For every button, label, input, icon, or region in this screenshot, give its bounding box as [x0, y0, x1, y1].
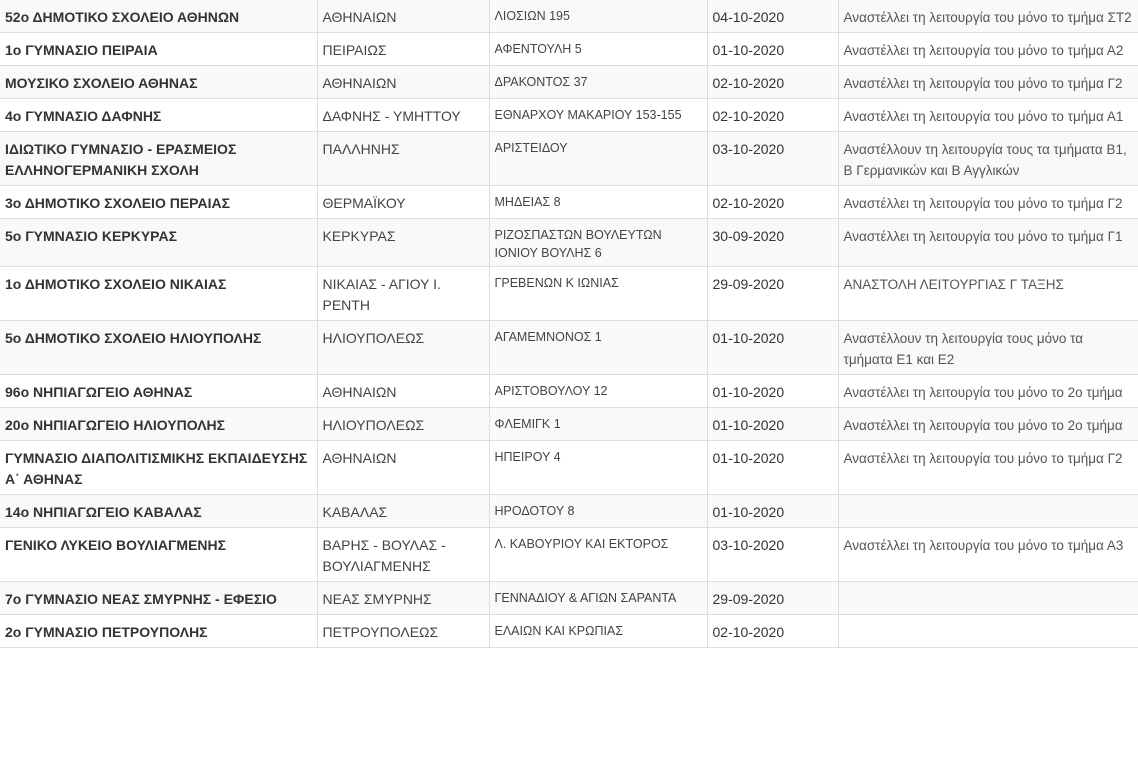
date-cell: 02-10-2020	[707, 615, 838, 648]
note-cell: Αναστέλλει τη λειτουργία του μόνο το τμήμα ΣΤ2	[838, 0, 1138, 33]
address-cell: ΑΡΙΣΤΟΒΟΥΛΟΥ 12	[489, 375, 707, 408]
school-name-cell: 52ο ΔΗΜΟΤΙΚΟ ΣΧΟΛΕΙΟ ΑΘΗΝΩΝ	[0, 0, 317, 33]
address-cell: ΑΡΙΣΤΕΙΔΟΥ	[489, 132, 707, 186]
municipality-cell: ΝΕΑΣ ΣΜΥΡΝΗΣ	[317, 582, 489, 615]
address-cell: ΑΓΑΜΕΜΝΟΝΟΣ 1	[489, 321, 707, 375]
municipality-cell: ΑΘΗΝΑΙΩΝ	[317, 441, 489, 495]
note-cell	[838, 615, 1138, 648]
note-cell: Αναστέλλει τη λειτουργία του μόνο το τμήμα Γ2	[838, 441, 1138, 495]
address-cell: ΦΛΕΜΙΓΚ 1	[489, 408, 707, 441]
table-row	[0, 219, 1138, 267]
note-cell: Αναστέλλει τη λειτουργία του μόνο το 2ο τμήμα	[838, 408, 1138, 441]
school-name-cell: 3ο ΔΗΜΟΤΙΚΟ ΣΧΟΛΕΙΟ ΠΕΡΑΙΑΣ	[0, 186, 317, 219]
school-name-cell: ΓΥΜΝΑΣΙΟ ΔΙΑΠΟΛΙΤΙΣΜΙΚΗΣ ΕΚΠΑΙΔΕΥΣΗΣ Α΄ ΑΘΗΝΑΣ	[0, 441, 317, 495]
school-name-cell: ΜΟΥΣΙΚΟ ΣΧΟΛΕΙΟ ΑΘΗΝΑΣ	[0, 66, 317, 99]
table-row	[0, 495, 1138, 528]
table-row	[0, 615, 1138, 648]
note-cell	[838, 582, 1138, 615]
table-row	[0, 408, 1138, 441]
date-cell: 01-10-2020	[707, 321, 838, 375]
note-cell	[838, 495, 1138, 528]
address-cell: ΜΗΔΕΙΑΣ 8	[489, 186, 707, 219]
school-name-cell: 1ο ΓΥΜΝΑΣΙΟ ΠΕΙΡΑΙΑ	[0, 33, 317, 66]
table-row	[0, 441, 1138, 495]
address-cell: ΛΙΟΣΙΩΝ 195	[489, 0, 707, 33]
date-cell: 04-10-2020	[707, 0, 838, 33]
date-cell: 01-10-2020	[707, 441, 838, 495]
date-cell: 29-09-2020	[707, 267, 838, 321]
table-row	[0, 99, 1138, 132]
municipality-cell: ΔΑΦΝΗΣ - ΥΜΗΤΤΟΥ	[317, 99, 489, 132]
address-cell: Λ. ΚΑΒΟΥΡΙΟΥ ΚΑΙ ΕΚΤΟΡΟΣ	[489, 528, 707, 582]
school-name-cell: 5ο ΓΥΜΝΑΣΙΟ ΚΕΡΚΥΡΑΣ	[0, 219, 317, 267]
school-name-cell: 1ο ΔΗΜΟΤΙΚΟ ΣΧΟΛΕΙΟ ΝΙΚΑΙΑΣ	[0, 267, 317, 321]
table-row	[0, 375, 1138, 408]
municipality-cell: ΠΕΤΡΟΥΠΟΛΕΩΣ	[317, 615, 489, 648]
address-cell: ΓΕΝΝΑΔΙΟΥ & ΑΓΙΩΝ ΣΑΡΑΝΤΑ	[489, 582, 707, 615]
municipality-cell: ΗΛΙΟΥΠΟΛΕΩΣ	[317, 321, 489, 375]
note-cell: Αναστέλλει τη λειτουργία του μόνο το τμήμα Α1	[838, 99, 1138, 132]
date-cell: 29-09-2020	[707, 582, 838, 615]
address-cell: ΗΠΕΙΡΟΥ 4	[489, 441, 707, 495]
municipality-cell: ΚΕΡΚΥΡΑΣ	[317, 219, 489, 267]
note-cell: Αναστέλλει τη λειτουργία του μόνο το τμήμα Γ2	[838, 66, 1138, 99]
note-cell: Αναστέλλει τη λειτουργία του μόνο το τμήμα Α3	[838, 528, 1138, 582]
note-cell: Αναστέλλουν τη λειτουργία τους τα τμήματα Β1, Β Γερμανικών και Β Αγγλικών	[838, 132, 1138, 186]
date-cell: 01-10-2020	[707, 408, 838, 441]
school-name-cell: 5ο ΔΗΜΟΤΙΚΟ ΣΧΟΛΕΙΟ ΗΛΙΟΥΠΟΛΗΣ	[0, 321, 317, 375]
school-name-cell: 96ο ΝΗΠΙΑΓΩΓΕΙΟ ΑΘΗΝΑΣ	[0, 375, 317, 408]
table-row	[0, 33, 1138, 66]
municipality-cell: ΒΑΡΗΣ - ΒΟΥΛΑΣ - ΒΟΥΛΙΑΓΜΕΝΗΣ	[317, 528, 489, 582]
note-cell: Αναστέλλει τη λειτουργία του μόνο το 2ο τμήμα	[838, 375, 1138, 408]
table-row	[0, 321, 1138, 375]
date-cell: 30-09-2020	[707, 219, 838, 267]
table-row	[0, 186, 1138, 219]
municipality-cell: ΗΛΙΟΥΠΟΛΕΩΣ	[317, 408, 489, 441]
municipality-cell: ΑΘΗΝΑΙΩΝ	[317, 66, 489, 99]
table-row	[0, 132, 1138, 186]
date-cell: 02-10-2020	[707, 99, 838, 132]
school-name-cell: ΙΔΙΩΤΙΚΟ ΓΥΜΝΑΣΙΟ - ΕΡΑΣΜΕΙΟΣ ΕΛΛΗΝΟΓΕΡΜΑΝΙΚΗ ΣΧΟΛΗ	[0, 132, 317, 186]
note-cell: Αναστέλλει τη λειτουργία του μόνο το τμήμα Α2	[838, 33, 1138, 66]
table-row	[0, 0, 1138, 33]
address-cell: ΑΦΕΝΤΟΥΛΗ 5	[489, 33, 707, 66]
school-name-cell: 2ο ΓΥΜΝΑΣΙΟ ΠΕΤΡΟΥΠΟΛΗΣ	[0, 615, 317, 648]
school-name-cell: ΓΕΝΙΚΟ ΛΥΚΕΙΟ ΒΟΥΛΙΑΓΜΕΝΗΣ	[0, 528, 317, 582]
school-name-cell: 14ο ΝΗΠΙΑΓΩΓΕΙΟ ΚΑΒΑΛΑΣ	[0, 495, 317, 528]
municipality-cell: ΠΑΛΛΗΝΗΣ	[317, 132, 489, 186]
school-name-cell: 20ο ΝΗΠΙΑΓΩΓΕΙΟ ΗΛΙΟΥΠΟΛΗΣ	[0, 408, 317, 441]
note-cell: Αναστέλλουν τη λειτουργία τους μόνο τα τμήματα Ε1 και Ε2	[838, 321, 1138, 375]
date-cell: 02-10-2020	[707, 186, 838, 219]
table-row	[0, 66, 1138, 99]
table-row	[0, 582, 1138, 615]
address-cell: ΕΛΑΙΩΝ ΚΑΙ ΚΡΩΠΙΑΣ	[489, 615, 707, 648]
address-cell: ΕΘΝΑΡΧΟΥ ΜΑΚΑΡΙΟΥ 153-155	[489, 99, 707, 132]
table-row	[0, 528, 1138, 582]
date-cell: 01-10-2020	[707, 33, 838, 66]
date-cell: 03-10-2020	[707, 132, 838, 186]
table-row	[0, 267, 1138, 321]
municipality-cell: ΠΕΙΡΑΙΩΣ	[317, 33, 489, 66]
school-name-cell: 7ο ΓΥΜΝΑΣΙΟ ΝΕΑΣ ΣΜΥΡΝΗΣ - ΕΦΕΣΙΟ	[0, 582, 317, 615]
municipality-cell: ΝΙΚΑΙΑΣ - ΑΓΙΟΥ Ι. ΡΕΝΤΗ	[317, 267, 489, 321]
address-cell: ΓΡΕΒΕΝΩΝ Κ ΙΩΝΙΑΣ	[489, 267, 707, 321]
date-cell: 03-10-2020	[707, 528, 838, 582]
municipality-cell: ΚΑΒΑΛΑΣ	[317, 495, 489, 528]
municipality-cell: ΑΘΗΝΑΙΩΝ	[317, 375, 489, 408]
municipality-cell: ΑΘΗΝΑΙΩΝ	[317, 0, 489, 33]
municipality-cell: ΘΕΡΜΑΪΚΟΥ	[317, 186, 489, 219]
address-cell: ΗΡΟΔΟΤΟΥ 8	[489, 495, 707, 528]
address-cell: ΔΡΑΚΟΝΤΟΣ 37	[489, 66, 707, 99]
date-cell: 01-10-2020	[707, 495, 838, 528]
note-cell: Αναστέλλει τη λειτουργία του μόνο το τμήμα Γ2	[838, 186, 1138, 219]
note-cell: ΑΝΑΣΤΟΛΗ ΛΕΙΤΟΥΡΓΙΑΣ Γ ΤΑΞΗΣ	[838, 267, 1138, 321]
address-cell: ΡΙΖΟΣΠΑΣΤΩΝ ΒΟΥΛΕΥΤΩΝ ΙΟΝΙΟΥ ΒΟΥΛΗΣ 6	[489, 219, 707, 267]
date-cell: 01-10-2020	[707, 375, 838, 408]
school-name-cell: 4ο ΓΥΜΝΑΣΙΟ ΔΑΦΝΗΣ	[0, 99, 317, 132]
date-cell: 02-10-2020	[707, 66, 838, 99]
note-cell: Αναστέλλει τη λειτουργία του μόνο το τμήμα Γ1	[838, 219, 1138, 267]
